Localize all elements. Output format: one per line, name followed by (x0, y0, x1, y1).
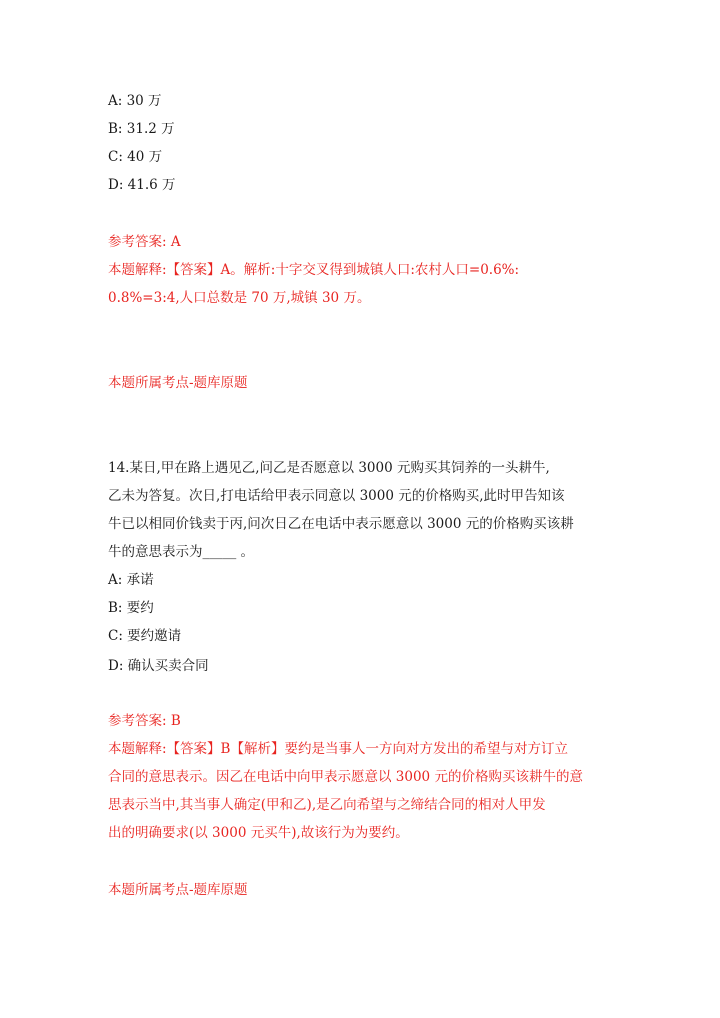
q14-explanation-line-2: 合同的意思表示。因乙在电话中向甲表示愿意以 3000 元的价格购买该耕牛的意 (108, 769, 583, 785)
q14-option-d: D: 确认买卖合同 (108, 658, 209, 674)
q14-stem-line-4: 牛的意思表示为_____ 。 (108, 544, 255, 560)
q13-answer: 参考答案: A (108, 234, 181, 250)
q14-option-b: B: 要约 (108, 600, 154, 616)
q13-option-c: C: 40 万 (108, 149, 163, 165)
q13-source: 本题所属考点-题库原题 (108, 375, 248, 391)
q14-source: 本题所属考点-题库原题 (108, 882, 248, 898)
q13-option-a: A: 30 万 (108, 93, 162, 109)
q14-stem-line-1: 14.某日,甲在路上遇见乙,问乙是否愿意以 3000 元购买其饲养的一头耕牛, (108, 460, 550, 476)
q14-stem-line-2: 乙未为答复。次日,打电话给甲表示同意以 3000 元的价格购买,此时甲告知该 (108, 488, 565, 504)
q13-explanation-line-1: 本题解释:【答案】A。解析:十字交叉得到城镇人口:农村人口=0.6%: (108, 262, 520, 278)
q14-stem-line-3: 牛已以相同价钱卖于丙,问次日乙在电话中表示愿意以 3000 元的价格购买该耕 (108, 516, 574, 532)
q14-option-c: C: 要约邀请 (108, 628, 182, 644)
q14-explanation-line-1: 本题解释:【答案】B【解析】要约是当事人一方向对方发出的希望与对方订立 (108, 741, 568, 757)
q14-explanation-line-4: 出的明确要求(以 3000 元买牛),故该行为为要约。 (108, 825, 409, 841)
q13-option-d: D: 41.6 万 (108, 177, 176, 193)
q13-option-b: B: 31.2 万 (108, 121, 175, 137)
q14-answer: 参考答案: B (108, 713, 181, 729)
q13-explanation-line-2: 0.8%=3:4,人口总数是 70 万,城镇 30 万。 (108, 290, 371, 306)
q14-explanation-line-3: 思表示当中,其当事人确定(甲和乙),是乙向希望与之缔结合同的相对人甲发 (108, 797, 546, 813)
q14-option-a: A: 承诺 (108, 572, 154, 588)
